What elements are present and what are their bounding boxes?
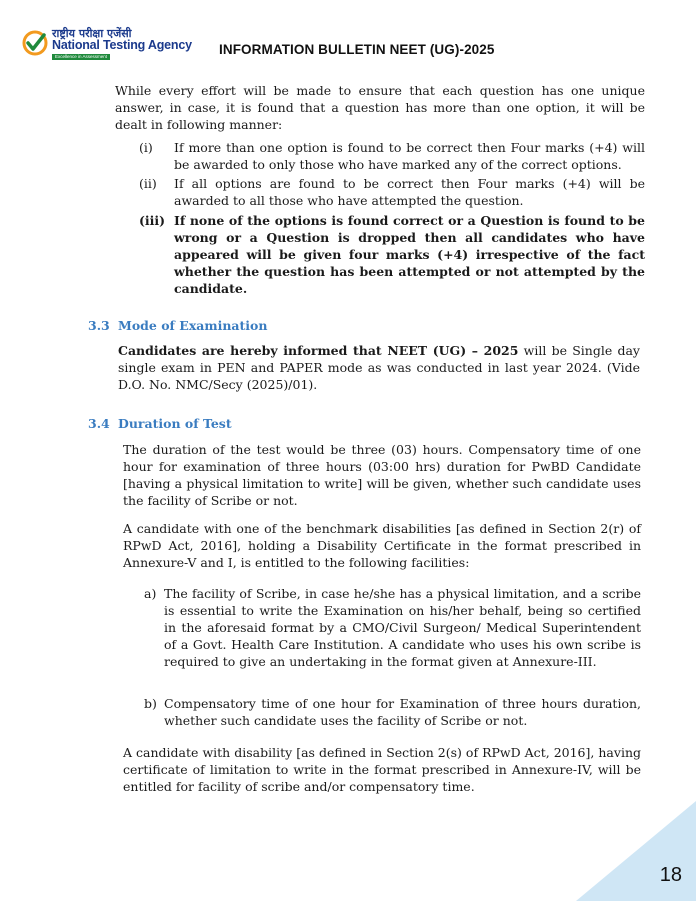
facility-a-number: a)	[144, 586, 157, 601]
section-3-4-number: 3.4	[88, 416, 110, 431]
page-header-title: INFORMATION BULLETIN NEET (UG)-2025	[219, 42, 495, 57]
section-3-3-heading	[88, 318, 267, 333]
section-3-3-bold-lead: Candidates are hereby informed that NEET (UG) – 2025	[118, 343, 519, 358]
rule-1-number: (i)	[139, 140, 153, 155]
duration-paragraph: The duration of the test would be three (03) hours. Compensatory time of one hour for examination of three hours (03:00 hrs) duration for PwBD Candidate [having a physical limitation to write] will be given, whether such candidate uses the facility of Scribe or not.	[123, 442, 641, 508]
facility-a-text: The facility of Scribe, in case he/she has a physical limitation, and a scribe is essential to write the Examination on his/her behalf, being so certified in the aforesaid format by a CMO/Civil Surgeon/ Medical Superintendent of a Govt. Health Care Institution. A candidate who uses his own scribe is required to give an undertaking in the format given at Annexure-III.	[164, 586, 641, 669]
section-3-4-title: Duration of Test	[118, 416, 232, 431]
scribe-eligibility-paragraph: A candidate with disability [as defined in Section 2(s) of RPwD Act, 2016], having certificate of limitation to write in the format prescribed in Annexure-IV, will be entitled for facility of scribe and/or compensatory time.	[123, 745, 641, 794]
nta-check-logo-icon	[22, 30, 48, 56]
rule-2-text: If all options are found to be correct then Four marks (+4) will be awarded to all those who have attempted the question.	[174, 176, 645, 208]
logo-hindi-text: राष्ट्रीय परीक्षा एजेंसी	[52, 27, 132, 40]
logo-english-text: National Testing Agency	[52, 38, 192, 52]
facility-b-text: Compensatory time of one hour for Examination of three hours duration, whether such candidate uses the facility of Scribe or not.	[164, 696, 641, 728]
nta-logo	[22, 26, 192, 62]
intro-paragraph: While every effort will be made to ensure that each question has one unique answer, in case, it is found that a question has more than one option, it will be dealt in following manner:	[115, 83, 645, 132]
section-3-3-rest: will be Single day single exam in PEN and PAPER mode as was conducted in last year 2024. (Vide D.O. No. NMC/Secy (2025)/01).	[118, 343, 640, 392]
benchmark-disability-paragraph: A candidate with one of the benchmark disabilities [as defined in Section 2(r) of RPwD Act, 2016], holding a Disability Certificate in the format prescribed in Annexure-V and I, is entitled to the following facilities:	[123, 521, 641, 570]
rule-1-text: If more than one option is found to be correct then Four marks (+4) will be awarded to only those who have marked any of the correct options.	[174, 140, 645, 172]
logo-tagline: Excellence in Assessment	[52, 54, 110, 60]
rule-3-text: If none of the options is found correct or a Question is found to be wrong or a Question is dropped then all candidates who have appeared will be given four marks (+4) irrespective of the fact whether the question has been attempted or not attempted by the candidate.	[174, 213, 645, 296]
section-3-3-number: 3.3	[88, 318, 110, 333]
section-3-3-paragraph	[118, 342, 640, 393]
section-3-4-heading	[88, 416, 232, 431]
rule-2-number: (ii)	[139, 176, 157, 191]
section-3-3-title: Mode of Examination	[118, 318, 268, 333]
page-number: 18	[659, 864, 682, 886]
facility-b-number: b)	[144, 696, 157, 711]
rule-3-number: (iii)	[139, 213, 166, 228]
